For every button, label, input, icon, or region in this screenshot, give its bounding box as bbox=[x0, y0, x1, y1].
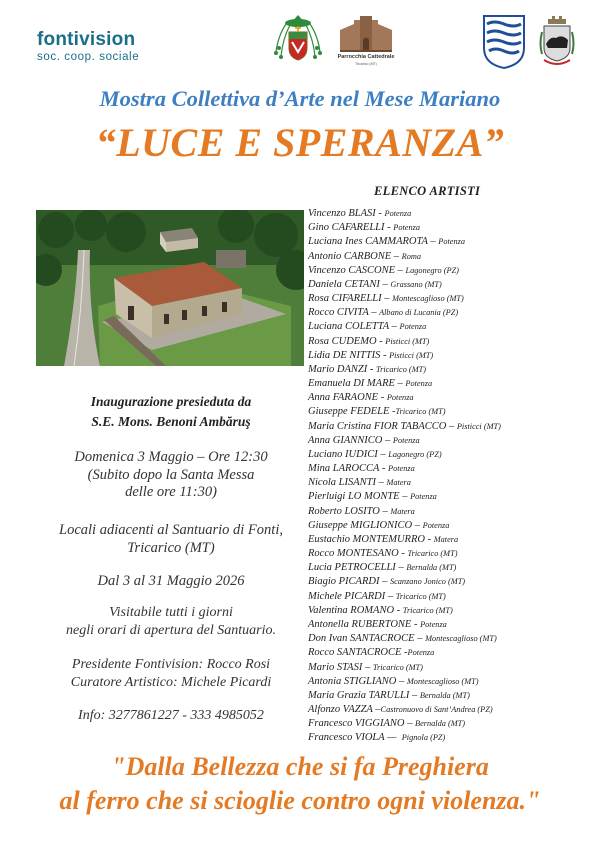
artist-location: Tricarico (MT) bbox=[407, 549, 458, 559]
sanctuary-photo bbox=[36, 210, 304, 366]
artist-location: Lagonegro (PZ) bbox=[405, 265, 459, 275]
parrocchia-cattedrale-logo bbox=[330, 14, 402, 68]
artist-separator: — bbox=[384, 732, 402, 744]
artist-separator: - bbox=[378, 392, 387, 404]
artist-name: Rocco MONTESANO bbox=[308, 548, 399, 560]
artist-location: Potenza bbox=[405, 379, 433, 389]
artist-name: Biagio PICARDI bbox=[308, 576, 380, 588]
artist-item bbox=[308, 703, 598, 717]
artist-item bbox=[308, 547, 598, 561]
artist-location: Potenza bbox=[438, 237, 465, 247]
artist-name: Michele PICARDI bbox=[308, 590, 386, 602]
artist-location: Montescaglioso (MT) bbox=[425, 634, 497, 644]
artist-name: Rosa CUDEMO bbox=[308, 335, 377, 347]
fontivision-subtitle: soc. coop. sociale bbox=[37, 51, 140, 63]
artist-item bbox=[308, 235, 598, 249]
artist-location: Pisticci (MT) bbox=[456, 421, 501, 431]
artist-location: Potenza bbox=[386, 393, 414, 403]
artist-location: Potenza bbox=[422, 520, 450, 530]
artist-separator: – bbox=[368, 307, 380, 319]
quote-line-2: al ferro che si scioglie contro ogni violenza." bbox=[59, 786, 541, 815]
artist-item bbox=[308, 377, 598, 391]
artist-separator: – bbox=[412, 519, 423, 531]
artist-item bbox=[308, 505, 598, 519]
artist-item bbox=[308, 292, 598, 306]
artist-name: Rocco CIVITA bbox=[308, 307, 369, 319]
artist-item bbox=[308, 533, 598, 547]
artist-name: Mina LAROCCA bbox=[308, 463, 380, 475]
artist-name: Alfonzo VAZZA bbox=[308, 704, 373, 716]
artist-separator: – bbox=[394, 378, 406, 390]
opening-note-1: (Subito dopo la Santa Messa bbox=[87, 466, 255, 483]
artist-separator: - bbox=[394, 604, 403, 616]
artist-name: Gino CAFARELLI bbox=[308, 222, 385, 234]
artist-separator: – bbox=[396, 675, 407, 687]
artist-location: Potenza bbox=[388, 464, 415, 474]
artist-item bbox=[308, 363, 598, 377]
artist-name: Francesco VIGGIANO bbox=[308, 718, 405, 730]
artist-location: Pignola (PZ) bbox=[401, 733, 446, 743]
artist-name: Antonella RUBERTONE bbox=[308, 618, 412, 630]
artist-name: Daniela CETANI bbox=[308, 278, 380, 290]
artist-location: Tricarico (MT) bbox=[372, 662, 423, 672]
artist-item bbox=[308, 278, 598, 292]
artist-separator: – bbox=[395, 562, 407, 574]
artist-item bbox=[308, 320, 598, 334]
artist-separator: - bbox=[398, 548, 408, 560]
artist-item bbox=[308, 420, 598, 434]
artist-name: Rocco SANTACROCE bbox=[308, 647, 402, 659]
artist-location: Matera bbox=[433, 534, 459, 544]
artist-item bbox=[308, 646, 598, 660]
artist-location: Potenza bbox=[410, 492, 437, 502]
location-line-2: Tricarico (MT) bbox=[127, 540, 215, 556]
artist-separator: – bbox=[399, 491, 411, 503]
artist-item bbox=[308, 661, 598, 675]
artist-separator: – bbox=[382, 434, 393, 446]
artist-separator: - bbox=[384, 222, 394, 234]
artist-separator: - bbox=[380, 349, 390, 361]
artist-item bbox=[308, 264, 598, 278]
opening-note-2: delle ore 11:30) bbox=[125, 484, 217, 500]
artist-separator: - bbox=[367, 363, 376, 375]
artist-separator: – bbox=[409, 689, 420, 701]
artist-location: Matera bbox=[390, 506, 415, 516]
parrocchia-label: Parrocchia Cattedrale bbox=[337, 54, 395, 60]
artists-heading: ELENCO ARTISTI bbox=[374, 184, 481, 198]
artist-location: Montescaglioso (MT) bbox=[392, 294, 464, 304]
curator-line: Curatore Artistico: Michele Picardi bbox=[70, 675, 272, 690]
artist-name: Antonia STIGLIANO bbox=[308, 675, 397, 687]
artist-name: Giuseppe MIGLIONICO bbox=[308, 519, 413, 531]
artist-separator: – bbox=[379, 278, 391, 290]
artist-separator: – bbox=[404, 718, 416, 730]
artist-item bbox=[308, 448, 598, 462]
bishop-coat-of-arms-icon bbox=[270, 12, 326, 68]
artist-name: Lidia DE NITTIS bbox=[308, 349, 381, 361]
artist-separator: – bbox=[375, 477, 387, 489]
organizers-block bbox=[36, 656, 306, 692]
artist-separator: - bbox=[376, 335, 386, 347]
artist-item bbox=[308, 561, 598, 575]
artist-location: Bernalda (MT) bbox=[419, 690, 470, 700]
opening-date-block bbox=[36, 449, 306, 502]
artist-name: Rosa CIFARELLI bbox=[308, 293, 382, 305]
tricarico-town-crest-icon bbox=[536, 14, 578, 70]
date-range: Dal 3 al 31 Maggio 2026 bbox=[97, 573, 245, 589]
artist-item bbox=[308, 335, 598, 349]
artist-location: Tricarico (MT) bbox=[395, 591, 446, 601]
opening-date: Domenica 3 Maggio – Ore 12:30 bbox=[74, 449, 268, 465]
artist-name: Pierluigi LO MONTE bbox=[308, 491, 400, 503]
artist-location: Grassano (MT) bbox=[390, 279, 442, 289]
artist-item bbox=[308, 250, 598, 264]
location-line-1: Locali adiacenti al Santuario di Fonti, bbox=[59, 522, 283, 538]
artist-name: Valentina ROMANO bbox=[308, 604, 395, 616]
event-title: “LUCE E SPERANZA” bbox=[95, 120, 505, 165]
artist-item bbox=[308, 462, 598, 476]
artist-separator: – bbox=[414, 633, 426, 645]
artist-item bbox=[308, 717, 598, 731]
inauguration-line: Inaugurazione presieduta da bbox=[90, 394, 252, 409]
artist-separator: – bbox=[379, 505, 391, 517]
artist-separator: - bbox=[401, 647, 408, 659]
artist-name: Vincenzo CASCONE bbox=[308, 264, 396, 276]
artist-location: Lagonegro (PZ) bbox=[388, 449, 442, 459]
artist-separator: – bbox=[446, 420, 457, 432]
artist-location: Potenza bbox=[399, 322, 427, 332]
fontivision-name: fontivision bbox=[37, 29, 136, 50]
fontivision-logo bbox=[37, 30, 167, 64]
artist-name: Nicola LISANTI bbox=[308, 477, 376, 489]
regione-basilicata-crest-icon bbox=[482, 14, 526, 70]
artist-name: Anna GIANNICO bbox=[308, 434, 383, 446]
visiting-hours-block bbox=[36, 604, 306, 639]
artist-item bbox=[308, 490, 598, 504]
visiting-line-1: Visitabile tutti i giorni bbox=[109, 605, 233, 620]
artist-separator: – bbox=[372, 704, 381, 716]
artist-location: Potenza bbox=[420, 619, 447, 629]
artist-item bbox=[308, 434, 598, 448]
artist-item bbox=[308, 632, 598, 646]
quote-line-1: "Dalla Bellezza che si fa Preghiera bbox=[111, 752, 489, 781]
artist-name: Emanuela DI MARE bbox=[308, 378, 395, 390]
artist-name: Luciana COLETTA bbox=[308, 321, 390, 333]
artist-separator: - bbox=[389, 406, 396, 418]
artist-separator: - bbox=[411, 618, 421, 630]
artist-name: Anna FARAONE bbox=[308, 392, 379, 404]
artist-separator: – bbox=[389, 321, 400, 333]
location-block bbox=[36, 521, 306, 557]
artist-item bbox=[308, 519, 598, 533]
artist-item bbox=[308, 604, 598, 618]
artist-location: Tricarico (MT) bbox=[375, 364, 426, 374]
artist-item bbox=[308, 306, 598, 320]
artist-name: Mario DANZI bbox=[308, 363, 368, 375]
artist-separator: – bbox=[385, 590, 396, 602]
artist-name: Luciano IUDICI bbox=[308, 448, 378, 460]
artist-location: Potenza bbox=[392, 435, 420, 445]
contact-info: Info: 3277861227 - 333 4985052 bbox=[78, 708, 264, 723]
artist-name: Vincenzo BLASI bbox=[308, 208, 376, 219]
artist-location: Potenza bbox=[407, 648, 435, 658]
artist-separator: – bbox=[379, 576, 390, 588]
parrocchia-sublabel: Tricarico (MT) bbox=[355, 62, 377, 66]
artist-item bbox=[308, 689, 598, 703]
artist-location: Montescaglioso (MT) bbox=[406, 676, 479, 686]
artist-location: Pisticci (MT) bbox=[389, 350, 434, 360]
artist-separator: - bbox=[375, 208, 385, 219]
artists-list bbox=[308, 207, 598, 746]
visiting-line-2: negli orari di apertura del Santuario. bbox=[66, 622, 276, 638]
artist-name: Eustachio MONTEMURRO bbox=[308, 533, 425, 545]
artist-separator: – bbox=[391, 250, 402, 262]
artist-location: Tricarico (MT) bbox=[402, 605, 453, 615]
artist-name: Lucia PETROCELLI bbox=[308, 562, 396, 574]
artist-name: Francesco VIOLA bbox=[308, 732, 385, 744]
artist-separator: – bbox=[427, 236, 439, 248]
artist-item bbox=[308, 590, 598, 604]
artist-item bbox=[308, 405, 598, 419]
artist-item bbox=[308, 618, 598, 632]
event-subtitle: Mostra Collettiva d’Arte nel Mese Mariano bbox=[99, 86, 501, 111]
artist-location: Bernalda (MT) bbox=[415, 719, 466, 729]
artist-separator: – bbox=[381, 293, 393, 305]
artist-item bbox=[308, 349, 598, 363]
artist-location: Pisticci (MT) bbox=[385, 336, 430, 346]
artist-location: Scanzano Jonico (MT) bbox=[389, 577, 466, 587]
artist-item bbox=[308, 731, 598, 745]
artist-location: Matera bbox=[386, 478, 411, 488]
artist-name: Roberto LOSITO bbox=[308, 505, 380, 517]
artist-separator: – bbox=[362, 661, 373, 673]
artist-location: Bernalda (MT) bbox=[406, 563, 457, 573]
artist-location: Potenza bbox=[393, 223, 421, 233]
artist-location: Castronuovo di Sant’Andrea (PZ) bbox=[380, 705, 493, 715]
artist-name: Maria Grazia TARULLI bbox=[308, 689, 410, 701]
artist-item bbox=[308, 675, 598, 689]
president-line: Presidente Fontivision: Rocco Rosi bbox=[71, 657, 271, 672]
artist-location: Tricarico (MT) bbox=[395, 407, 446, 417]
artist-separator: - bbox=[424, 533, 434, 545]
artist-item bbox=[308, 207, 598, 221]
artist-item bbox=[308, 391, 598, 405]
artist-name: Maria Cristina FIOR TABACCO bbox=[308, 420, 447, 432]
artist-location: Albano di Lucania (PZ) bbox=[379, 308, 459, 318]
artist-location: Roma bbox=[401, 251, 421, 261]
artist-separator: – bbox=[377, 448, 389, 460]
artist-name: Don Ivan SANTACROCE bbox=[308, 633, 415, 645]
inauguration-bishop: S.E. Mons. Benoni Ambăruş bbox=[91, 414, 251, 429]
artist-name: Antonio CARBONE bbox=[308, 250, 392, 262]
artist-name: Giuseppe FEDELE bbox=[308, 406, 390, 418]
inauguration-block bbox=[36, 392, 306, 432]
artist-separator: - bbox=[379, 463, 389, 475]
artist-item bbox=[308, 575, 598, 589]
artist-name: Luciana Ines CAMMAROTA bbox=[308, 236, 428, 248]
artist-item bbox=[308, 476, 598, 490]
artist-location: Potenza bbox=[384, 209, 412, 218]
artist-name: Mario STASI bbox=[308, 661, 363, 673]
artist-item bbox=[308, 221, 598, 235]
artist-separator: – bbox=[395, 264, 406, 276]
